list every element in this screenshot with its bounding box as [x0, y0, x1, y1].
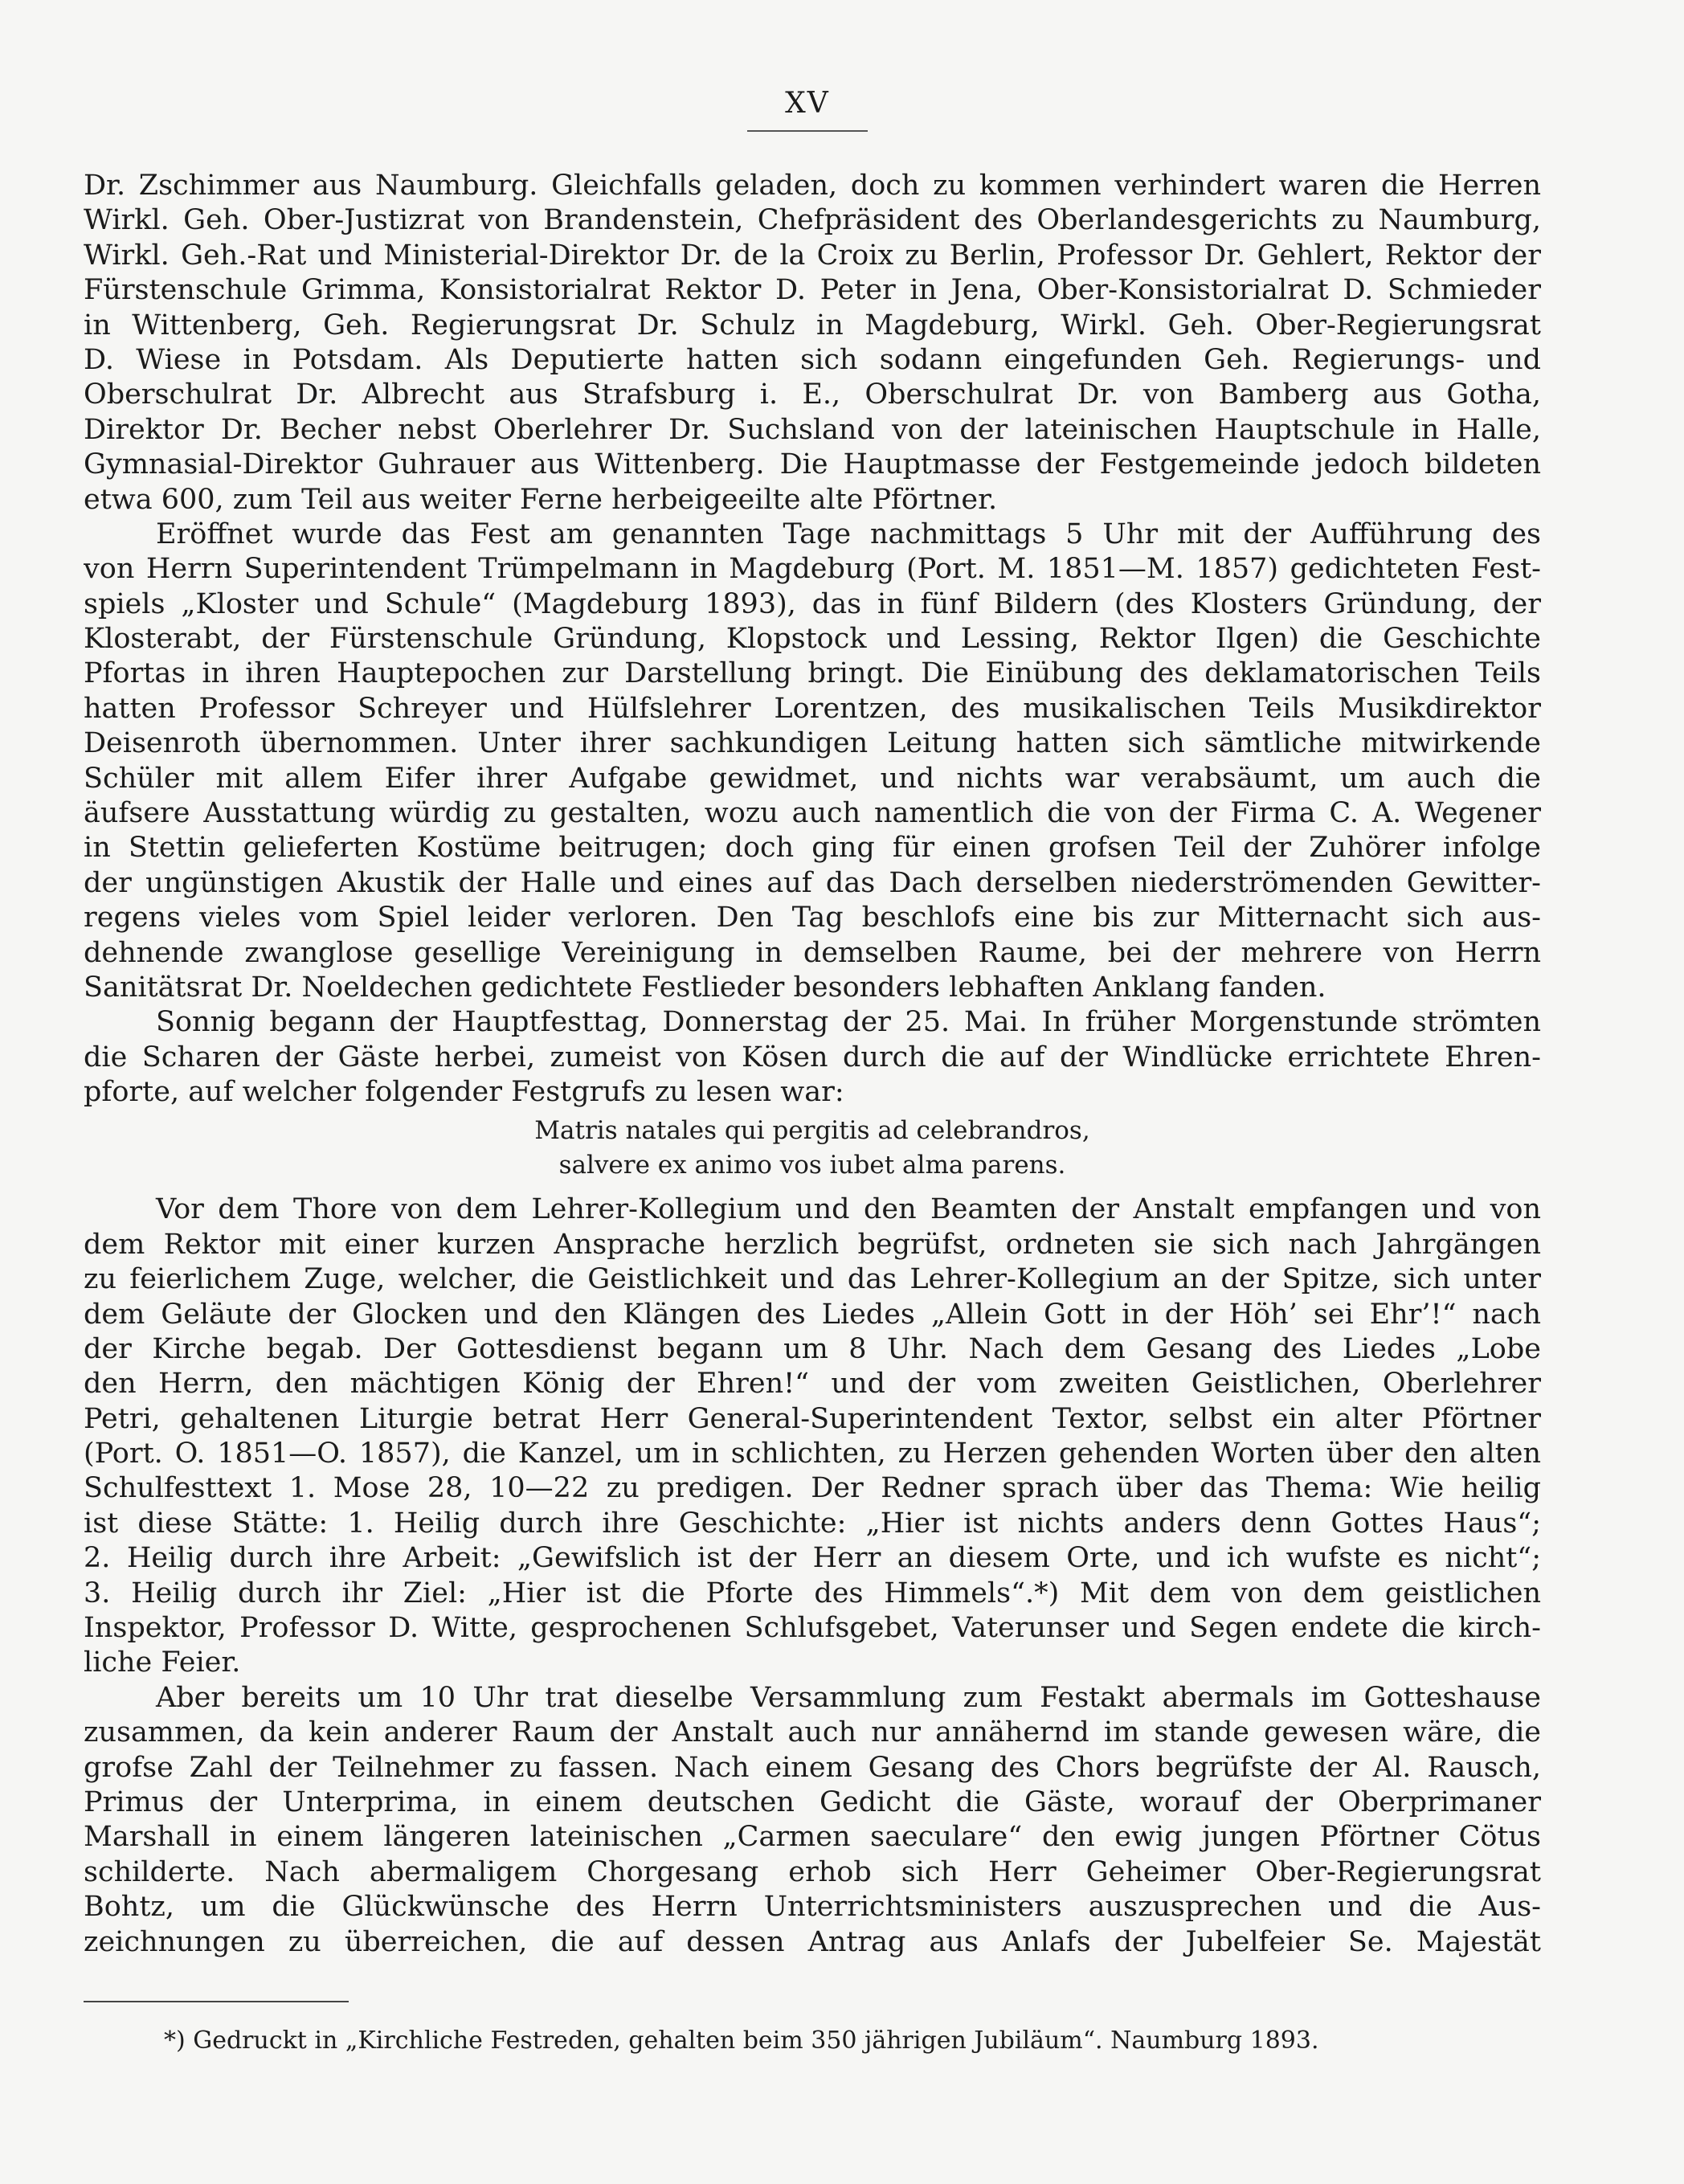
text-line: zeichnungen zu überreichen, die auf dessen Antrag aus Anlafs der Jubelfeier Se. Majestät — [84, 1925, 1541, 1958]
text-line: Primus der Unterprima, in einem deutschen Gedicht die Gäste, worauf der Oberprimaner — [84, 1785, 1541, 1818]
text-line: pforte, auf welcher folgender Festgrufs zu lesen war: — [84, 1076, 844, 1109]
text-line: spiels „Kloster und Schule“ (Magdeburg 1893), das in fünf Bildern (des Klosters Gründung, der — [84, 587, 1541, 620]
text-line: 3. Heilig durch ihr Ziel: „Hier ist die Pforte des Himmels“.*) Mit dem von dem geistlichen — [84, 1577, 1541, 1609]
text-line: Klosterabt, der Fürstenschule Gründung, Klopstock und Lessing, Rektor Ilgen) die Geschichte — [84, 623, 1541, 656]
inscription-line: salvere ex animo vos iubet alma parens. — [558, 1150, 1066, 1180]
text-line: liche Feier. — [84, 1646, 241, 1679]
text-line: etwa 600, zum Teil aus weiter Ferne herbeigeeilte alte Pförtner. — [84, 483, 998, 516]
text-line: 2. Heilig durch ihre Arbeit: „Gewifslich ist der Herr an diesem Orte, und ich wufste es nicht“; — [84, 1542, 1541, 1575]
text-line: zusammen, da kein anderer Raum der Anstalt auch nur annähernd im stande gewesen wäre, die — [84, 1716, 1541, 1749]
text-line: den Herrn, den mächtigen König der Ehren!“ und der vom zweiten Geistlichen, Oberlehrer — [84, 1368, 1541, 1401]
text-line: dem Geläute der Glocken und den Klängen des Liedes „Allein Gott in der Höh’ sei Ehr’!“ nach — [84, 1298, 1541, 1331]
text-line: Fürstenschule Grimma, Konsistorialrat Rektor D. Peter in Jena, Ober-Konsistorialrat D. Schmieder — [84, 274, 1541, 307]
paragraph — [84, 169, 1541, 517]
body-text — [84, 169, 1541, 1960]
paragraph — [84, 1005, 1541, 1110]
text-line: Wirkl. Geh. Ober-Justizrat von Brandenstein, Chefpräsident des Oberlandesgerichts zu Naumburg, — [84, 204, 1541, 237]
text-line: ist diese Stätte: 1. Heilig durch ihre Geschichte: „Hier ist nichts anders denn Gottes Haus“; — [84, 1507, 1541, 1540]
text-line: Schulfesttext 1. Mose 28, 10—22 zu predigen. Der Redner sprach über das Thema: Wie heilig — [84, 1472, 1541, 1505]
text-line: Dr. Zschimmer aus Naumburg. Gleichfalls geladen, doch zu kommen verhindert waren die Herren — [84, 170, 1541, 202]
text-line: Sanitätsrat Dr. Noeldechen gedichtete Festlieder besonders lebhaften Anklang fanden. — [84, 971, 1326, 1004]
footnote: *) Gedruckt in „Kirchliche Festreden, gehalten beim 350 jährigen Jubiläum“. Naumburg 1893. — [164, 2027, 1319, 2055]
text-line: zu feierlichem Zuge, welcher, die Geistlichkeit und das Lehrer-Kollegium an der Spitze, sich unter — [84, 1263, 1541, 1296]
text-line: Inspektor, Professor D. Witte, gesprochenen Schlufsgebet, Vaterunser und Segen endete die kirch- — [84, 1612, 1541, 1645]
text-line: Direktor Dr. Becher nebst Oberlehrer Dr. Suchsland von der lateinischen Hauptschule in Halle, — [84, 413, 1541, 446]
text-line: Wirkl. Geh.-Rat und Ministerial-Direktor Dr. de la Croix zu Berlin, Professor Dr. Gehlert, Rektor der — [84, 239, 1541, 272]
text-line: grofse Zahl der Teilnehmer zu fassen. Nach einem Gesang des Chors begrüfste der Al. Rausch, — [84, 1751, 1541, 1784]
text-line: Deisenroth übernommen. Unter ihrer sachkundigen Leitung hatten sich sämtliche mitwirkende — [84, 727, 1541, 760]
text-line: hatten Professor Schreyer und Hülfslehrer Lorentzen, des musikalischen Teils Musikdirektor — [84, 692, 1541, 725]
text-line: Sonnig begann der Hauptfesttag, Donnerstag der 25. Mai. In früher Morgenstunde strömten — [156, 1006, 1541, 1039]
text-line: Marshall in einem längeren lateinischen „Carmen saeculare“ den ewig jungen Pförtner Cötus — [84, 1821, 1541, 1854]
text-line: Vor dem Thore von dem Lehrer-Kollegium und den Beamten der Anstalt empfangen und von — [156, 1193, 1541, 1226]
text-line: dehnende zwanglose gesellige Vereinigung in demselben Raume, bei der mehrere von Herrn — [84, 936, 1541, 969]
footnote-rule — [84, 2001, 349, 2002]
text-line: Bohtz, um die Glückwünsche des Herrn Unterrichtsministers auszusprechen und die Aus- — [84, 1891, 1541, 1924]
text-line: der Kirche begab. Der Gottesdienst begann um 8 Uhr. Nach dem Gesang des Liedes „Lobe — [84, 1332, 1541, 1365]
paragraph — [84, 1681, 1541, 1960]
text-line: regens vieles vom Spiel leider verloren. Den Tag beschlofs eine bis zur Mitternacht sich aus- — [84, 902, 1541, 935]
text-line: Petri, gehaltenen Liturgie betrat Herr General-Superintendent Textor, selbst ein alter Pförtner — [84, 1402, 1541, 1435]
text-line: von Herrn Superintendent Trümpelmann in Magdeburg (Port. M. 1851—M. 1857) gedichteten Fest- — [84, 553, 1541, 586]
text-line: Pfortas in ihren Hauptepochen zur Darstellung bringt. Die Einübung des deklamatorischen Teils — [84, 657, 1541, 690]
text-line: in Wittenberg, Geh. Regierungsrat Dr. Schulz in Magdeburg, Wirkl. Geh. Ober-Regierungsrat — [84, 309, 1541, 342]
latin-inscription — [84, 1114, 1541, 1184]
text-line: (Port. O. 1851—O. 1857), die Kanzel, um in schlichten, zu Herzen gehenden Worten über den alten — [84, 1438, 1541, 1470]
text-line: die Scharen der Gäste herbei, zumeist von Kösen durch die auf der Windlücke errichtete Ehren- — [84, 1041, 1541, 1074]
text-line: D. Wiese in Potsdam. Als Deputierte hatten sich sodann eingefunden Geh. Regierungs- und — [84, 343, 1541, 376]
text-line: dem Rektor mit einer kurzen Ansprache herzlich begrüfst, ordneten sie sich nach Jahrgängen — [84, 1228, 1541, 1261]
text-line: äufsere Ausstattung würdig zu gestalten, wozu auch namentlich die von der Firma C. A. Wegener — [84, 797, 1541, 830]
text-line: Gymnasial-Direktor Guhrauer aus Wittenberg. Die Hauptmasse der Festgemeinde jedoch bildeten — [84, 448, 1541, 481]
inscription-line: Matris natales qui pergitis ad celebrandros, — [534, 1115, 1090, 1145]
paragraph — [84, 1192, 1541, 1680]
text-line: Eröffnet wurde das Fest am genannten Tage nachmittags 5 Uhr mit der Aufführung des — [156, 517, 1541, 550]
text-line: schilderte. Nach abermaligem Chorgesang erhob sich Herr Geheimer Ober-Regierungsrat — [84, 1855, 1541, 1888]
text-line: Aber bereits um 10 Uhr trat dieselbe Versammlung zum Festakt abermals im Gotteshause — [156, 1681, 1541, 1714]
header-rule — [747, 130, 868, 132]
page-number: XV — [785, 87, 830, 120]
text-line: der ungünstigen Akustik der Halle und eines auf das Dach derselben niederströmenden Gewitter- — [84, 866, 1541, 899]
text-line: Schüler mit allem Eifer ihrer Aufgabe gewidmet, und nichts war verabsäumt, um auch die — [84, 762, 1541, 795]
paragraph — [84, 517, 1541, 1005]
text-line: in Stettin gelieferten Kostüme beitrugen; doch ging für einen grofsen Teil der Zuhörer infolge — [84, 832, 1541, 865]
text-line: Oberschulrat Dr. Albrecht aus Strafsburg i. E., Oberschulrat Dr. von Bamberg aus Gotha, — [84, 378, 1541, 411]
